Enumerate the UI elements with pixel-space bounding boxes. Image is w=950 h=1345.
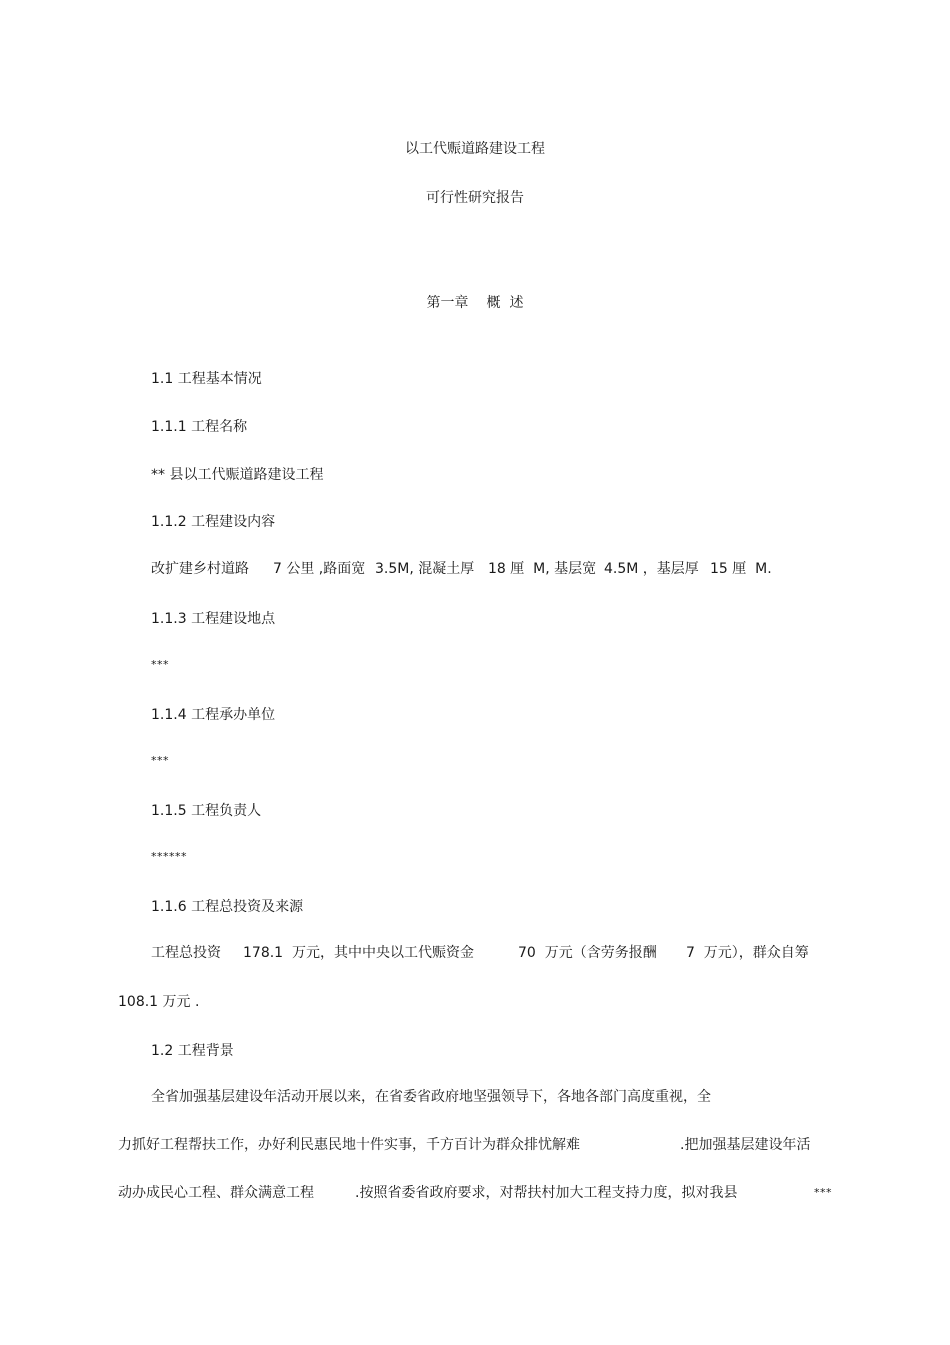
background-part: .把加强基层建设年活 <box>680 1137 811 1153</box>
section-1-1-6-heading: 1.1.6 工程总投资及来源 <box>151 899 304 915</box>
background-paragraph-line-1: 全省加强基层建设年活动开展以来，在省委省政府地坚强领导下，各地各部门高度重视，全 <box>151 1089 711 1105</box>
investment-text-line-2: 108.1 万元 . <box>118 994 200 1010</box>
chapter-number: 第一章 <box>426 295 469 311</box>
construction-content-part: 18 厘 M, 基层宽 <box>488 561 597 577</box>
section-1-2-heading: 1.2 工程背景 <box>151 1043 234 1059</box>
section-1-1-1-heading: 1.1.1 工程名称 <box>151 419 248 435</box>
investment-part: 工程总投资 <box>151 945 221 961</box>
background-part: 力抓好工程帮扶工作，办好利民惠民地十件实事，千方百计为群众排忧解难 <box>118 1137 580 1153</box>
section-1-1-2-heading: 1.1.2 工程建设内容 <box>151 514 276 530</box>
contractor-text: *** <box>151 754 169 767</box>
investment-part: 70 万元（含劳务报酬 <box>518 945 657 961</box>
background-part: *** <box>814 1186 832 1199</box>
document-title: 以工代赈道路建设工程 <box>405 141 545 157</box>
construction-content-text <box>0 560 950 578</box>
section-1-1-4-heading: 1.1.4 工程承办单位 <box>151 707 276 723</box>
construction-content-part: 3.5M, 混凝土厚 <box>375 561 475 577</box>
chapter-heading <box>0 294 950 312</box>
investment-part: 178.1 万元，其中中央以工代赈资金 <box>243 945 474 961</box>
section-1-1-3-heading: 1.1.3 工程建设地点 <box>151 611 276 627</box>
background-paragraph-line-2 <box>0 1136 950 1154</box>
investment-part: 7 万元），群众自筹 <box>686 945 809 961</box>
construction-location-text: *** <box>151 658 169 671</box>
construction-content-part: 7 公里 ,路面宽 <box>273 561 366 577</box>
project-leader-text: ****** <box>151 850 187 863</box>
section-1-1-heading: 1.1 工程基本情况 <box>151 371 262 387</box>
investment-text-line-1 <box>0 944 950 962</box>
document-subtitle: 可行性研究报告 <box>426 190 524 206</box>
background-part: 动办成民心工程、群众满意工程 <box>118 1185 314 1201</box>
project-name-text: ** 县以工代赈道路建设工程 <box>151 467 324 483</box>
section-1-1-5-heading: 1.1.5 工程负责人 <box>151 803 262 819</box>
construction-content-part: 15 厘 M. <box>710 561 772 577</box>
background-paragraph-line-3 <box>0 1184 950 1202</box>
construction-content-part: 改扩建乡村道路 <box>151 561 249 577</box>
chapter-name: 概 述 <box>486 295 524 311</box>
background-part: .按照省委省政府要求，对帮扶村加大工程支持力度，拟对我县 <box>355 1185 738 1201</box>
construction-content-part: 4.5M ，基层厚 <box>604 561 699 577</box>
